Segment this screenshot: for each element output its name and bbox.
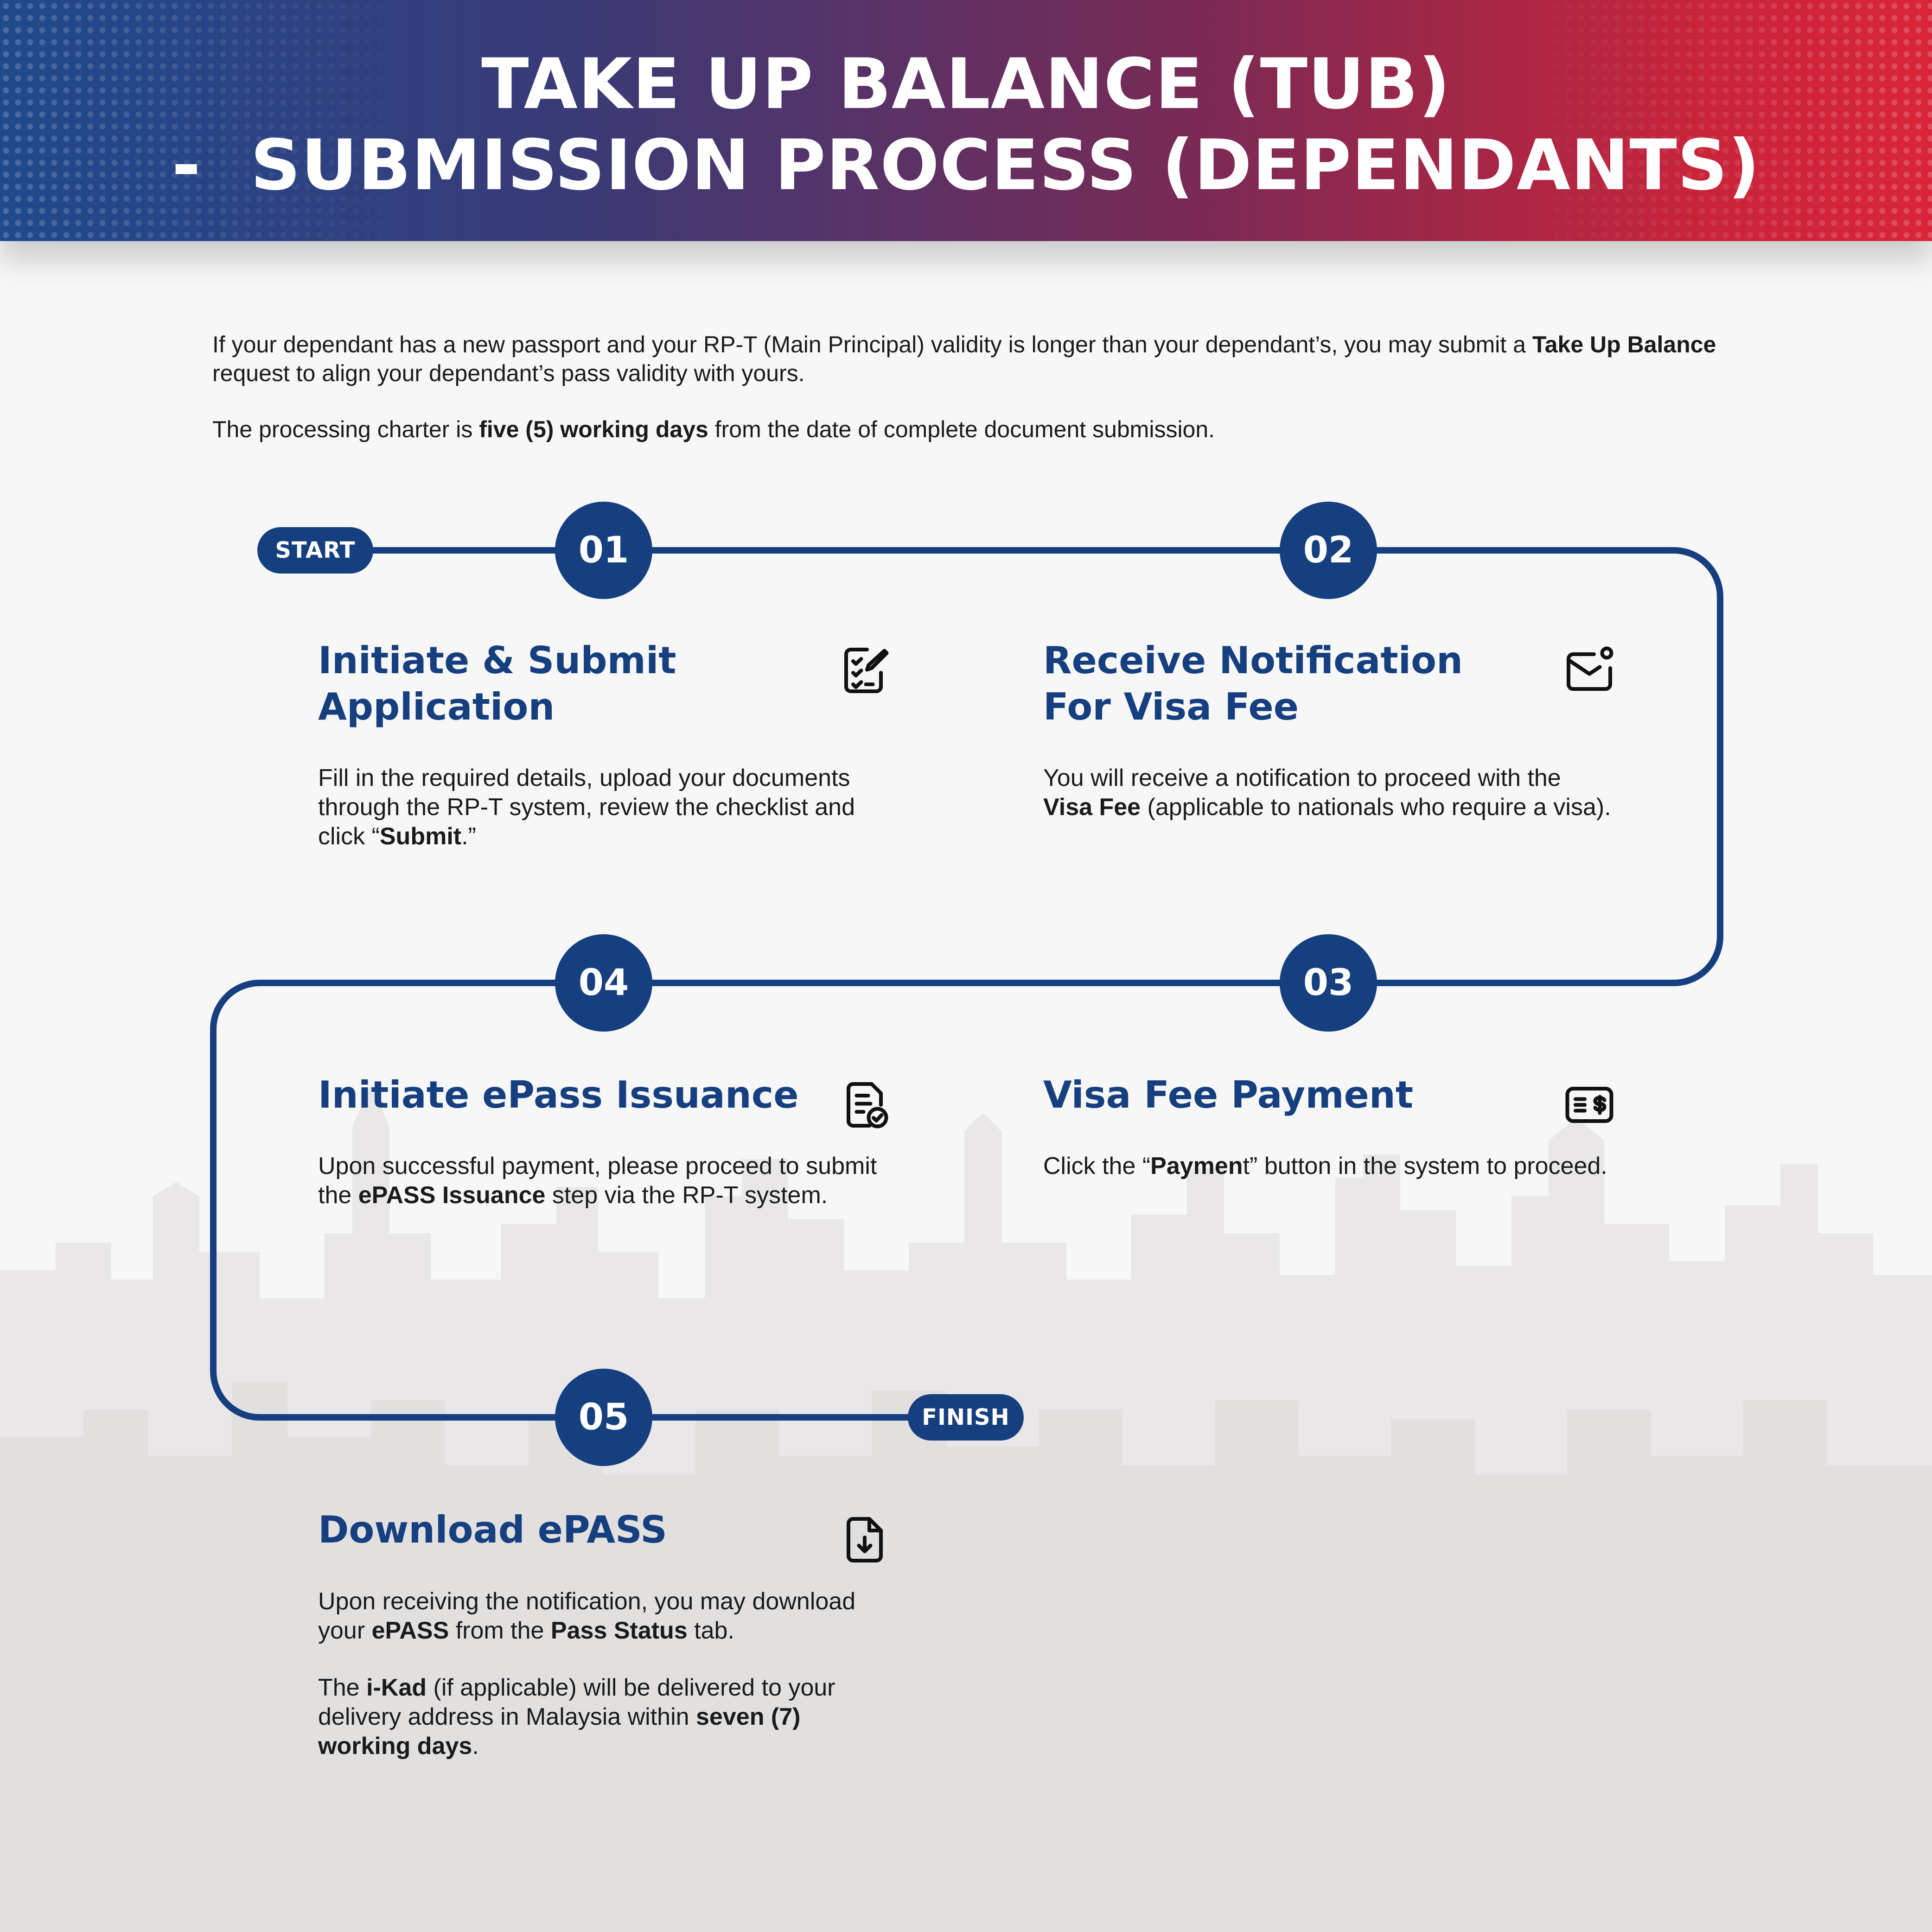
step-04-description <box>318 1152 888 1210</box>
step-05-desc-emphasis: seven (7) working days <box>318 1703 801 1760</box>
step-04-title <box>318 1072 828 1118</box>
intro-text: If your dependant has a new passport and your RP-T (Main Principal) validity is longer than your dependant’s, you may submit a <box>212 332 1532 357</box>
step-02-desc-emphasis: Visa Fee <box>1043 794 1141 821</box>
step-03-number: 03 <box>1280 934 1377 1032</box>
step-05-desc-emphasis: Pass Status <box>550 1617 688 1644</box>
mail-notification-icon <box>1562 643 1617 698</box>
step-05-desc-paragraph-1 <box>318 1587 888 1645</box>
step-02-title-line2: For Visa Fee <box>1043 685 1299 728</box>
step-02-number: 02 <box>1280 502 1377 599</box>
step-01-desc-text: .” <box>461 823 476 850</box>
intro-emphasis: Take Up Balance <box>1532 332 1716 357</box>
document-check-icon <box>837 1077 893 1133</box>
step-05-description <box>318 1587 888 1761</box>
step-04-number: 04 <box>555 934 652 1032</box>
step-05-desc-text: tab. <box>687 1617 734 1644</box>
step-02-title-line1: Receive Notification <box>1043 639 1463 682</box>
step-05-desc-text: Upon receiving the notification, you may download your <box>318 1588 856 1644</box>
step-02-desc-text: (applicable to nationals who require a visa). <box>1141 794 1611 821</box>
step-01-description <box>318 764 888 851</box>
step-01-number: 01 <box>555 502 652 599</box>
page-title-line2: - SUBMISSION PROCESS (DEPENDANTS) <box>172 125 1760 206</box>
step-05-desc-text: (if applicable) will be delivered to your delivery address in Malaysia within <box>318 1674 835 1730</box>
intro-emphasis: five (5) working days <box>479 416 708 442</box>
step-04-title-line1: Initiate ePass Issuance <box>318 1073 799 1116</box>
step-02-desc-text: You will receive a notification to proceed with the <box>1043 765 1561 791</box>
intro-text: The processing charter is <box>212 416 479 442</box>
step-02-title <box>1043 638 1553 730</box>
payment-card-icon <box>1562 1077 1617 1133</box>
form-checklist-icon <box>837 643 893 698</box>
step-01-title-line2: Application <box>318 685 555 728</box>
intro-text: from the date of complete document submission. <box>708 416 1215 442</box>
finish-label: FINISH <box>908 1394 1024 1441</box>
step-05-number: 05 <box>555 1369 652 1466</box>
step-01-desc-emphasis: Submit <box>379 823 462 850</box>
step-03-desc-text: Click the “ <box>1043 1153 1151 1180</box>
step-03-title <box>1043 1072 1553 1118</box>
start-label: START <box>257 527 373 574</box>
step-03-description <box>1043 1152 1613 1181</box>
step-01-title-line1: Initiate & Submit <box>318 639 676 682</box>
step-01-desc-text: Fill in the required details, upload your documents through the RP-T system, review the checklist and click “ <box>318 765 855 850</box>
intro-text: request to align your dependant’s pass validity with yours. <box>212 360 805 386</box>
step-04-desc-text: Upon successful payment, please proceed to submit the <box>318 1153 877 1209</box>
step-05-desc-text: The <box>318 1674 367 1701</box>
step-02-description <box>1043 764 1613 822</box>
step-05-desc-emphasis: ePASS <box>371 1617 449 1644</box>
step-05-desc-emphasis: i-Kad <box>366 1674 427 1701</box>
step-03-desc-text: t” button in the system to proceed. <box>1243 1153 1607 1180</box>
step-05-desc-text: . <box>472 1733 479 1760</box>
step-05-desc-paragraph-2 <box>318 1673 888 1761</box>
step-04-desc-text: step via the RP-T system. <box>545 1182 828 1209</box>
step-05-title <box>318 1507 828 1553</box>
step-03-desc-emphasis: Paymen <box>1150 1153 1243 1180</box>
step-05-title-line1: Download ePASS <box>318 1508 667 1551</box>
step-05-desc-text: from the <box>449 1617 551 1644</box>
page-title-line1: TAKE UP BALANCE (TUB) <box>481 44 1451 125</box>
step-04-desc-emphasis: ePASS Issuance <box>358 1182 546 1209</box>
step-03-title-line1: Visa Fee Payment <box>1043 1073 1414 1116</box>
step-01-title <box>318 638 828 730</box>
file-download-icon <box>837 1512 893 1568</box>
